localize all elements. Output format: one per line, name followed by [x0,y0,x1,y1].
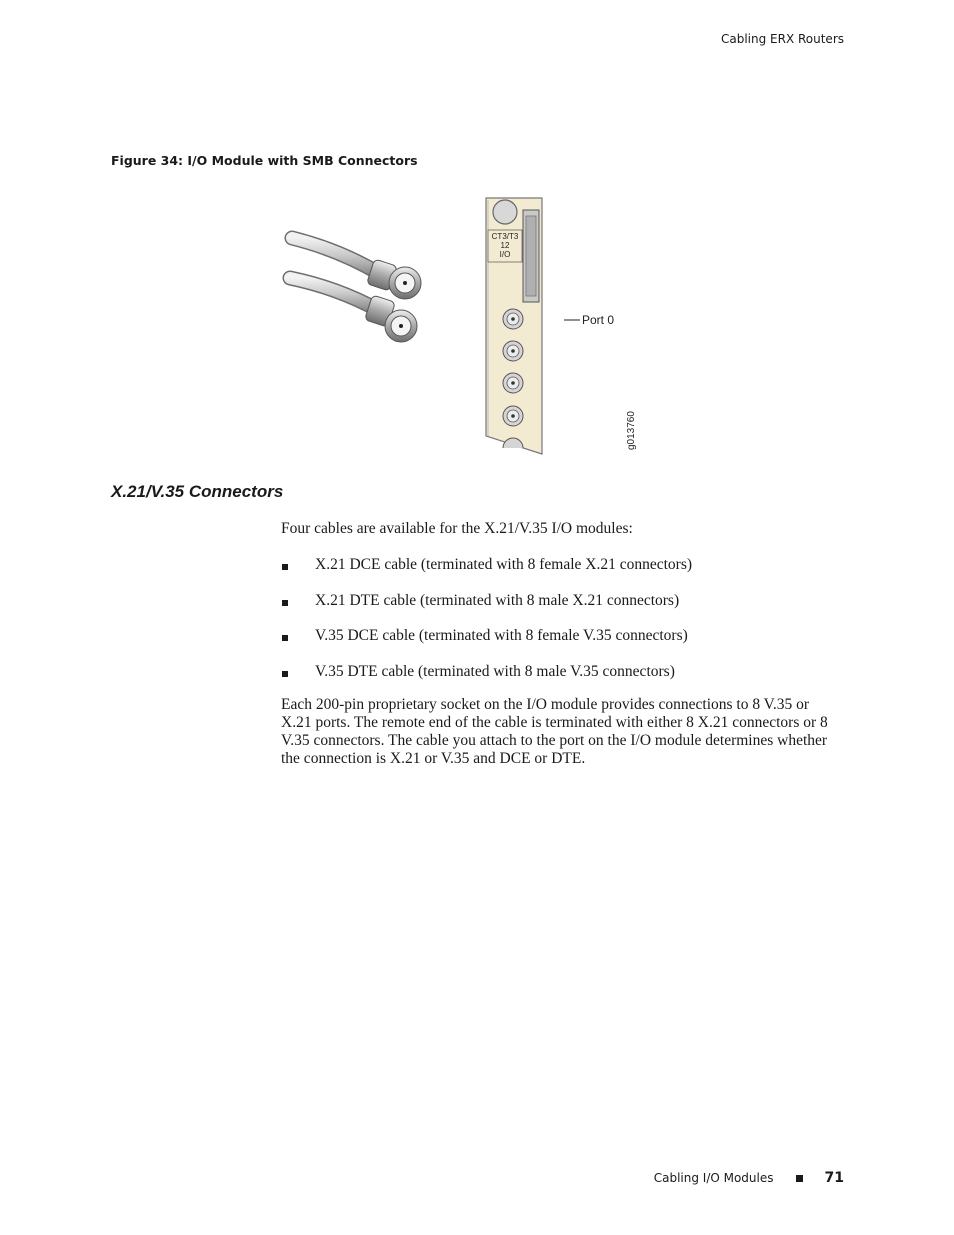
port-0-label: Port 0 [582,313,615,327]
module-label-line2: 12 [500,241,510,250]
smb-port-3 [503,406,523,426]
graphic-id: g013760 [626,411,637,450]
page-number: 71 [824,1170,844,1186]
list-item-text: X.21 DTE cable (terminated with 8 male X.21 connectors) [315,591,680,609]
list-item-text: V.35 DTE cable (terminated with 8 male V.35 connectors) [315,662,675,680]
smb-port-1 [503,341,523,361]
bullet-square-icon [282,635,288,641]
module-label-line3: I/O [499,250,511,259]
footer-square-icon [796,1175,803,1182]
figure-caption: Figure 34: I/O Module with SMB Connectors [111,153,418,168]
running-header: Cabling ERX Routers [720,32,844,46]
cable-list [281,556,692,698]
bullet-square-icon [282,600,288,606]
list-item [281,592,692,628]
intro-paragraph: Four cables are available for the X.21/V.35 I/O modules: [281,520,633,537]
list-item [281,663,692,699]
list-item [281,556,692,592]
list-item [281,627,692,663]
bullet-square-icon [282,671,288,677]
page-footer [654,1170,844,1186]
list-item-text: X.21 DCE cable (terminated with 8 female X.21 connectors) [315,556,693,573]
footer-section-title: Cabling I/O Modules [653,1171,774,1185]
smb-port-0 [503,309,523,329]
list-item-text: V.35 DCE cable (terminated with 8 female V.35 connectors) [315,627,688,644]
bullet-square-icon [282,564,288,570]
body-paragraph: Each 200-pin proprietary socket on the I/O module provides connections to 8 V.35 or X.21 ports. The remote end of the cable is terminated with either 8 X.21 connectors or 8 V.35 connectors. The cable you attach to the port on the I/O module determines whether the connection is X.21 or V.35 and DCE or DTE. [281,696,828,767]
io-module-panel [486,198,542,454]
smb-port-2 [503,373,523,393]
module-label-line1: CT3/T3 [491,232,519,241]
io-module-figure [270,190,670,460]
section-heading: X.21/V.35 Connectors [111,482,284,501]
